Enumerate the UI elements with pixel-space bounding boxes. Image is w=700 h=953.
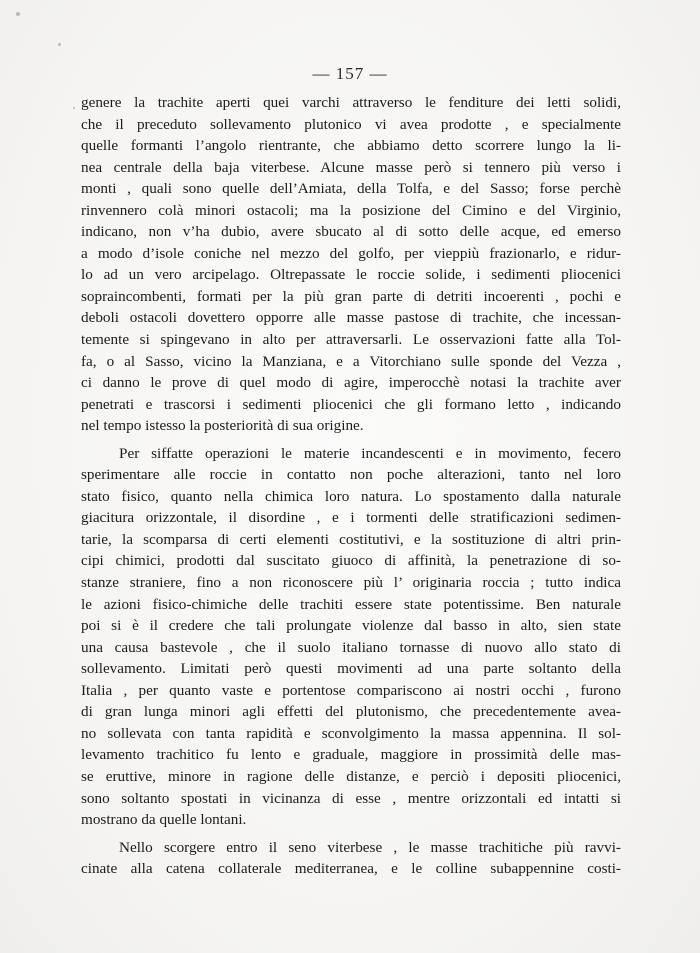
scan-speck xyxy=(58,43,61,46)
scan-speck xyxy=(16,12,20,16)
text-line: quelle formanti l’angolo rientrante, che abbiamo detto scorrere lungo la li- xyxy=(81,137,621,155)
text-line: deboli ostacoli dovettero opporre alle masse pastose di trachite, che incessan- xyxy=(81,309,621,327)
body-text xyxy=(81,92,621,880)
text-line: nel tempo istesso la posteriorità di sua origine. xyxy=(81,417,364,435)
text-line: che il preceduto sollevamento plutonico vi avea prodotte , e specialmente xyxy=(81,115,621,133)
text-line: cipi chimici, prodotti dal suscitato giuoco di affinità, la penetrazione di so- xyxy=(81,552,621,570)
text-line: rinvennero colà minori ostacoli; ma la posizione del Cimino e del Virginio, xyxy=(81,201,621,219)
text-line: temente si spingevano in alto per attraversarli. Le osservazioni fatte alla Tol- xyxy=(81,331,621,349)
text-line: se eruttive, minore in ragione delle distanze, e perciò i depositi pliocenici, xyxy=(81,767,621,785)
text-line: giacitura orizzontale, il disordine , e i tormenti delle stratificazioni sedimen- xyxy=(81,509,621,527)
text-line: Per siffatte operazioni le materie incandescenti e in movimento, fecero xyxy=(119,444,621,462)
text-line: penetrati e trascorsi i sedimenti pliocenici che gli formano letto , indicando xyxy=(81,395,621,413)
text-line: Italia , per quanto vaste e portentose compariscono ai nostri occhi , furono xyxy=(81,681,621,699)
text-line: mostrano da quelle lontani. xyxy=(81,811,247,829)
text-line: lo ad un vero arcipelago. Oltrepassate le roccie solide, i sedimenti pliocenici xyxy=(81,266,621,284)
text-line: una causa bastevole , che il suolo italiano tornasse di nuovo allo stato di xyxy=(81,638,621,656)
text-line: sono soltanto spostati in vicinanza di esse , mentre orizzontali ed intatti si xyxy=(81,789,621,807)
scan-speck xyxy=(73,107,75,109)
text-line: sopraincombenti, formati per la più gran parte di detriti incoerenti , pochi e xyxy=(81,287,621,305)
text-line: Nello scorgere entro il seno viterbese , le masse trachitiche più ravvi- xyxy=(119,838,621,856)
paragraph xyxy=(81,443,621,831)
text-line: fa, o al Sasso, vicino la Manziana, e a Vitorchiano sulle sponde del Vezza , xyxy=(81,352,621,370)
page-number: — 157 — xyxy=(312,64,388,83)
text-line: monti , quali sono quelle dell’Amiata, della Tolfa, e del Sasso; forse perchè xyxy=(81,180,621,198)
text-line: tarie, la scomparsa di certi elementi costitutivi, e la sostituzione di altri prin- xyxy=(81,530,621,548)
text-line: le azioni fisico-chimiche delle trachiti essere state potentissime. Ben naturale xyxy=(81,595,621,613)
text-line: no sollevata con tanta rapidità e sconvolgimento la massa appennina. Il sol- xyxy=(81,724,621,742)
paragraph xyxy=(81,92,621,437)
text-line: genere la trachite aperti quei varchi attraverso le fenditure dei letti solidi, xyxy=(81,94,621,111)
text-line: nea centrale della baja viterbese. Alcune masse però si tennero più verso i xyxy=(81,158,621,176)
text-line: indicano, non v’ha dubio, avere sbucato al di sotto delle acque, ed emerso xyxy=(81,223,621,241)
text-line: ci danno le prove di quel modo di agire, imperocchè notasi la trachite aver xyxy=(81,374,621,392)
text-line: di gran lunga minori agli effetti del plutonismo, che precedentemente avea- xyxy=(81,703,621,721)
text-line: poi si è il credere che tali prolungate violenze dal basso in alto, sien state xyxy=(81,617,621,635)
text-line: sollevamento. Limitati però questi movimenti ad una parte soltanto della xyxy=(81,660,621,678)
text-line: sperimentare alle roccie in contatto non poche alterazioni, tanto nel loro xyxy=(81,466,621,484)
text-line: stato fisico, quanto nella chimica loro natura. Lo spostamento dalla naturale xyxy=(81,487,621,505)
text-line: cinate alla catena collaterale mediterranea, e le colline subappennine costi- xyxy=(81,860,621,878)
text-line: a modo d’isole coniche nel mezzo del golfo, per vieppiù frazionarlo, e ridur- xyxy=(81,244,621,262)
text-line: stanze straniere, fino a non riconoscere più l’ originaria roccia ; tutto indica xyxy=(81,574,621,592)
paragraph xyxy=(81,837,621,880)
text-line: levamento trachitico fu lento e graduale, maggiore in prossimità delle mas- xyxy=(81,746,621,764)
